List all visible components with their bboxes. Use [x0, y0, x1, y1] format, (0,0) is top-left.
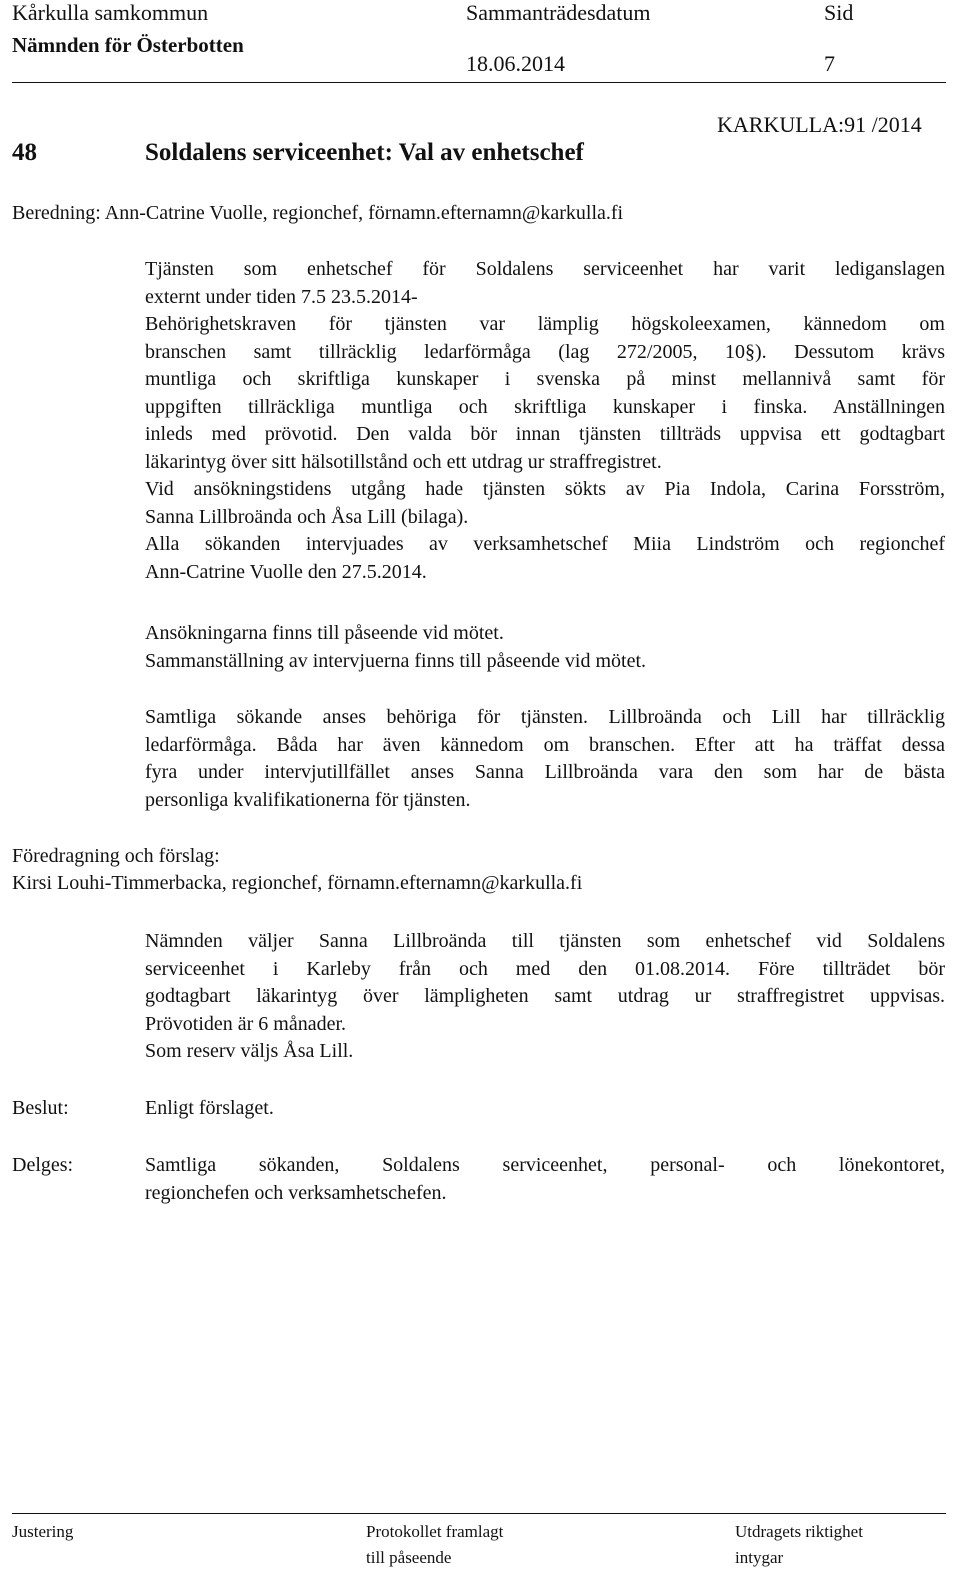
body-line: Nämnden väljer Sanna Lillbroända till tjänsten som enhetschef vid Soldalens — [145, 930, 945, 952]
body-line: Sammanställning av intervjuerna finns till påseende vid mötet. — [145, 649, 646, 672]
body-line: Samtliga sökande anses behöriga för tjänsten. Lillbroända och Lill har tillräcklig — [145, 706, 945, 728]
body-line: Behörighetskraven för tjänsten var lämplig högskoleexamen, kännedom om — [145, 313, 945, 335]
assessment-paragraph — [145, 704, 945, 814]
body-line: inleds med prövotid. Den valda bör innan tjänsten tillträds uppvisa ett godtagbart — [145, 423, 945, 445]
body-line: externt under tiden 7.5 23.5.2014- — [145, 285, 418, 308]
footer-certify-sub: intygar — [735, 1548, 784, 1567]
body-line: Sanna Lillbroända och Åsa Lill (bilaga). — [145, 505, 469, 528]
footer-published-sub: till påseende — [366, 1548, 452, 1567]
page-number: 7 — [824, 51, 835, 76]
documents-paragraph — [145, 620, 945, 675]
background-paragraph — [145, 256, 945, 586]
proposal-presenter: Kirsi Louhi-Timmerbacka, regionchef, förnamn.efternamn@karkulla.fi — [12, 872, 583, 894]
board-name: Nämnden för Österbotten — [12, 33, 244, 57]
footer-review-label: Justering — [12, 1522, 74, 1541]
body-line: regionchefen och verksamhetschefen. — [145, 1181, 447, 1204]
body-line: läkarintyg över sitt hälsotillstånd och ett utdrag ur straffregistret. — [145, 450, 662, 473]
page-label: Sid — [824, 0, 854, 25]
body-line: fyra under intervjutillfället anses Sanna Lillbroända vara den som har de bästa — [145, 761, 945, 783]
footer-certify-label: Utdragets riktighet — [735, 1522, 863, 1541]
header-divider — [12, 82, 946, 83]
meeting-date-label: Sammanträdesdatum — [466, 0, 651, 25]
body-line: Ansökningarna finns till påseende vid mötet. — [145, 622, 504, 644]
body-line: Samtliga sökanden, Soldalens serviceenhet, personal- och lönekontoret, — [145, 1154, 945, 1176]
organization-name: Kårkulla samkommun — [12, 0, 209, 25]
body-line: branschen samt tillräcklig ledarförmåga (lag 272/2005, 10§). Dessutom krävs — [145, 340, 945, 363]
body-line: muntliga och skriftliga kunskaper i svenska på minst mellannivå samt för — [145, 368, 945, 390]
section-number: 48 — [12, 139, 37, 166]
decision-text: Enligt förslaget. — [145, 1097, 274, 1119]
body-line: personliga kvalifikationerna för tjänsten. — [145, 788, 471, 811]
body-line: ledarförmåga. Båda har även kännedom om branschen. Efter att ha träffat dessa — [145, 733, 945, 756]
body-line: godtagbart läkarintyg över lämpligheten samt utdrag ur straffregistret uppvisas. — [145, 985, 945, 1007]
body-line: Som reserv väljs Åsa Lill. — [145, 1040, 354, 1062]
body-line: uppgiften tillräckliga muntliga och skriftliga kunskaper i finska. Anställningen — [145, 395, 945, 418]
body-line: Ann-Catrine Vuolle den 27.5.2014. — [145, 560, 427, 583]
body-line: Alla sökanden intervjuades av verksamhetschef Miia Lindström och regionchef — [145, 533, 945, 555]
case-reference: KARKULLA:91 /2014 — [717, 112, 922, 137]
decision-label: Beslut: — [12, 1097, 69, 1119]
proposal-label: Föredragning och förslag: — [12, 845, 220, 867]
body-line: serviceenhet i Karleby från och med den 01.08.2014. Före tillträdet bör — [145, 957, 945, 980]
meeting-date: 18.06.2014 — [466, 51, 565, 76]
preparation-line: Beredning: Ann-Catrine Vuolle, regionchef, förnamn.efternamn@karkulla.fi — [12, 202, 624, 224]
body-line: Prövotiden är 6 månader. — [145, 1012, 347, 1035]
distribution-text — [145, 1152, 945, 1207]
body-line: Vid ansökningstidens utgång hade tjänsten sökts av Pia Indola, Carina Forsström, — [145, 478, 945, 500]
distribution-label: Delges: — [12, 1154, 74, 1176]
footer-published-label: Protokollet framlagt — [366, 1522, 504, 1541]
footer-divider — [12, 1513, 946, 1514]
proposal-text — [145, 928, 945, 1066]
section-title: Soldalens serviceenhet: Val av enhetschef — [145, 139, 584, 166]
body-line: Tjänsten som enhetschef för Soldalens serviceenhet har varit lediganslagen — [145, 258, 945, 280]
